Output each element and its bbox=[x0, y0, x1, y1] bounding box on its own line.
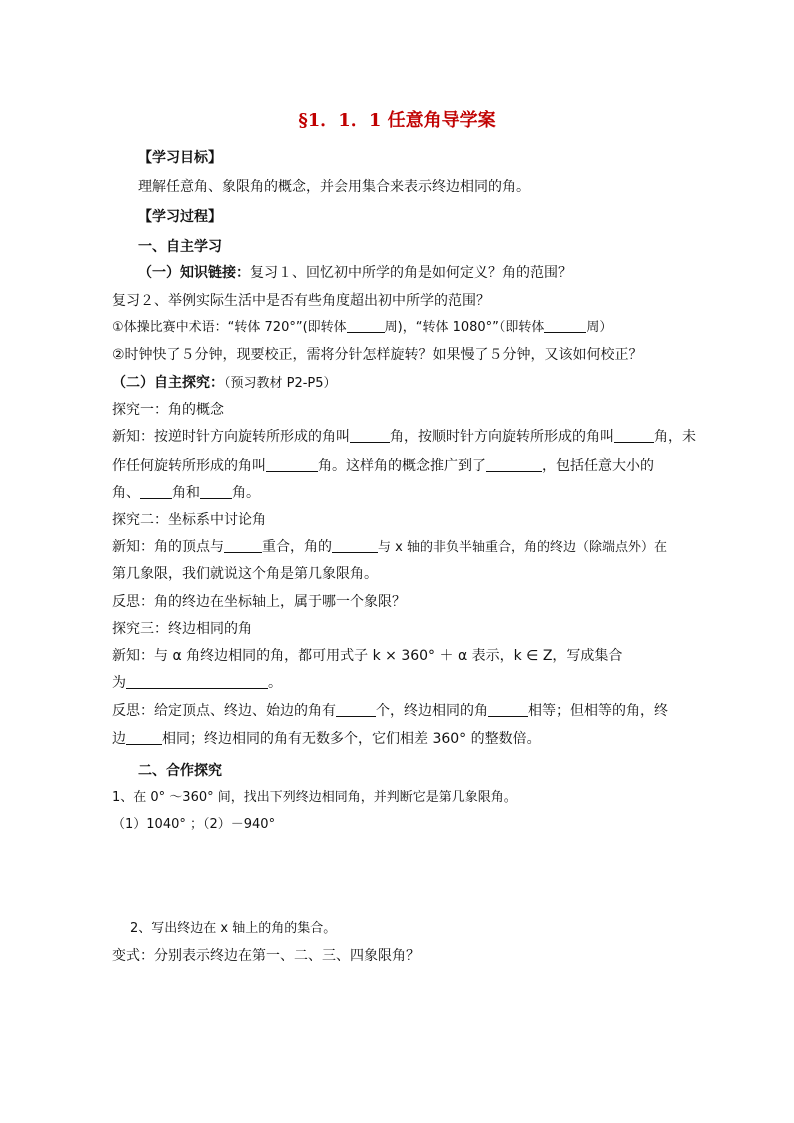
blank-terminal-side[interactable] bbox=[126, 730, 162, 745]
explore-2-reflection: 反思：角的终边在坐标轴上，属于哪一个象限？ bbox=[112, 594, 406, 610]
e3-text-e: 相等；但相等的角，终 bbox=[528, 703, 668, 719]
e1-text-i: 角。 bbox=[232, 485, 260, 501]
explore-1-line-2 bbox=[112, 456, 654, 476]
e3-text-b: 。 bbox=[268, 675, 282, 691]
goal-text: 理解任意角、象限角的概念，并会用集合来表示终边相同的角。 bbox=[138, 179, 530, 195]
explore-1-line-1 bbox=[112, 427, 696, 447]
blank-positive-angle[interactable] bbox=[350, 428, 390, 443]
coop-question-1-items: （1）1040° ；（2）－940° bbox=[112, 817, 276, 832]
e3-text-a: 为 bbox=[112, 675, 126, 691]
e1-text-d: 作任何旋转所形成的角叫 bbox=[112, 458, 266, 474]
e2-text-c: 与 x 轴的非负半轴重合，角的终边（除端点外）在 bbox=[378, 540, 667, 555]
example-1-part-c: 周） bbox=[586, 320, 613, 335]
blank-angle-type-2[interactable] bbox=[200, 484, 232, 499]
e1-text-b: 角，按顺时针方向旋转所形成的角叫 bbox=[390, 429, 614, 445]
explore-line bbox=[112, 373, 337, 394]
explore-3-title: 探究三：终边相同的角 bbox=[112, 621, 252, 637]
example-1-part-b: 周)，“转体 1080°”（即转体 bbox=[384, 320, 545, 335]
e1-text-c: 角，未 bbox=[654, 429, 696, 445]
coop-question-1: 1、在 0° ～360° 间，找出下列终边相同角，并判断它是第几象限角。 bbox=[112, 790, 517, 805]
blank-count[interactable] bbox=[336, 702, 376, 717]
explore-3-line-2 bbox=[112, 673, 282, 693]
knowledge-link-label: （一）知识链接： bbox=[138, 265, 250, 281]
explore-note: （预习教材 P2-P5） bbox=[224, 376, 337, 391]
explore-2-line-2: 第几象限，我们就说这个角是第几象限角。 bbox=[112, 566, 378, 582]
example-1-part-a: ①体操比赛中术语：“转体 720°”(即转体 bbox=[112, 320, 347, 335]
example-2-text: ②时钟快了５分钟，现要校正，需将分针怎样旋转？如果慢了５分钟，又该如何校正？ bbox=[112, 347, 643, 363]
e2-text-b: 重合，角的 bbox=[262, 539, 332, 555]
e3-text-f: 边 bbox=[112, 731, 126, 747]
self-study-heading: 一、自主学习 bbox=[138, 239, 222, 255]
explore-3-line-1: 新知：与 α 角终边相同的角，都可用式子 k × 360° ＋ α 表示，k ∈ Z，写成集合 bbox=[112, 648, 623, 664]
blank-turns-1080[interactable] bbox=[544, 318, 586, 333]
e1-text-a: 新知：按逆时针方向旋转所形成的角叫 bbox=[112, 429, 350, 445]
coop-question-2: 2、写出终边在 x 轴上的角的集合。 bbox=[130, 921, 337, 936]
explore-2-line-1 bbox=[112, 537, 667, 558]
blank-equal[interactable] bbox=[488, 702, 528, 717]
review-2-text: 复习２、举例实际生活中是否有些角度超出初中所学的范围？ bbox=[112, 293, 490, 309]
explore-1-line-3 bbox=[112, 483, 260, 503]
e3-text-c: 反思：给定顶点、终边、始边的角有 bbox=[112, 703, 336, 719]
blank-vertex[interactable] bbox=[224, 538, 262, 553]
blank-negative-angle[interactable] bbox=[614, 428, 654, 443]
goal-header: 【学习目标】 bbox=[138, 150, 222, 166]
explore-label: （二）自主探究： bbox=[112, 375, 224, 391]
review-1-text: 复习１、回忆初中所学的角是如何定义？角的范围？ bbox=[250, 265, 572, 281]
e2-text-a: 新知：角的顶点与 bbox=[112, 539, 224, 555]
explore-3-reflection-1 bbox=[112, 701, 668, 721]
coop-heading: 二、合作探究 bbox=[138, 763, 222, 779]
blank-turns-720[interactable] bbox=[347, 318, 385, 333]
explore-1-title: 探究一：角的概念 bbox=[112, 402, 224, 418]
review-1-line bbox=[138, 263, 572, 283]
blank-arbitrary-angle[interactable] bbox=[486, 457, 542, 472]
e3-text-g: 相同；终边相同的角有无数多个，它们相差 360° 的整数倍。 bbox=[162, 731, 541, 747]
e1-text-e: 角。这样角的概念推广到了 bbox=[318, 458, 486, 474]
blank-angle-type-1[interactable] bbox=[140, 484, 172, 499]
page-title: §1．1．1 任意角导学案 bbox=[298, 110, 496, 131]
blank-initial-side[interactable] bbox=[332, 538, 378, 553]
e1-text-f: ，包括任意大小的 bbox=[542, 458, 654, 474]
example-1-line bbox=[112, 318, 612, 338]
e1-text-h: 角和 bbox=[172, 485, 200, 501]
e1-text-g: 角、 bbox=[112, 485, 140, 501]
blank-zero-angle[interactable] bbox=[266, 457, 318, 472]
coop-variant: 变式：分别表示终边在第一、二、三、四象限角？ bbox=[112, 948, 420, 964]
e3-text-d: 个，终边相同的角 bbox=[376, 703, 488, 719]
explore-2-title: 探究二：坐标系中讨论角 bbox=[112, 512, 266, 528]
blank-set-expression[interactable] bbox=[126, 674, 268, 689]
process-header: 【学习过程】 bbox=[138, 209, 222, 225]
explore-3-reflection-2 bbox=[112, 729, 541, 749]
